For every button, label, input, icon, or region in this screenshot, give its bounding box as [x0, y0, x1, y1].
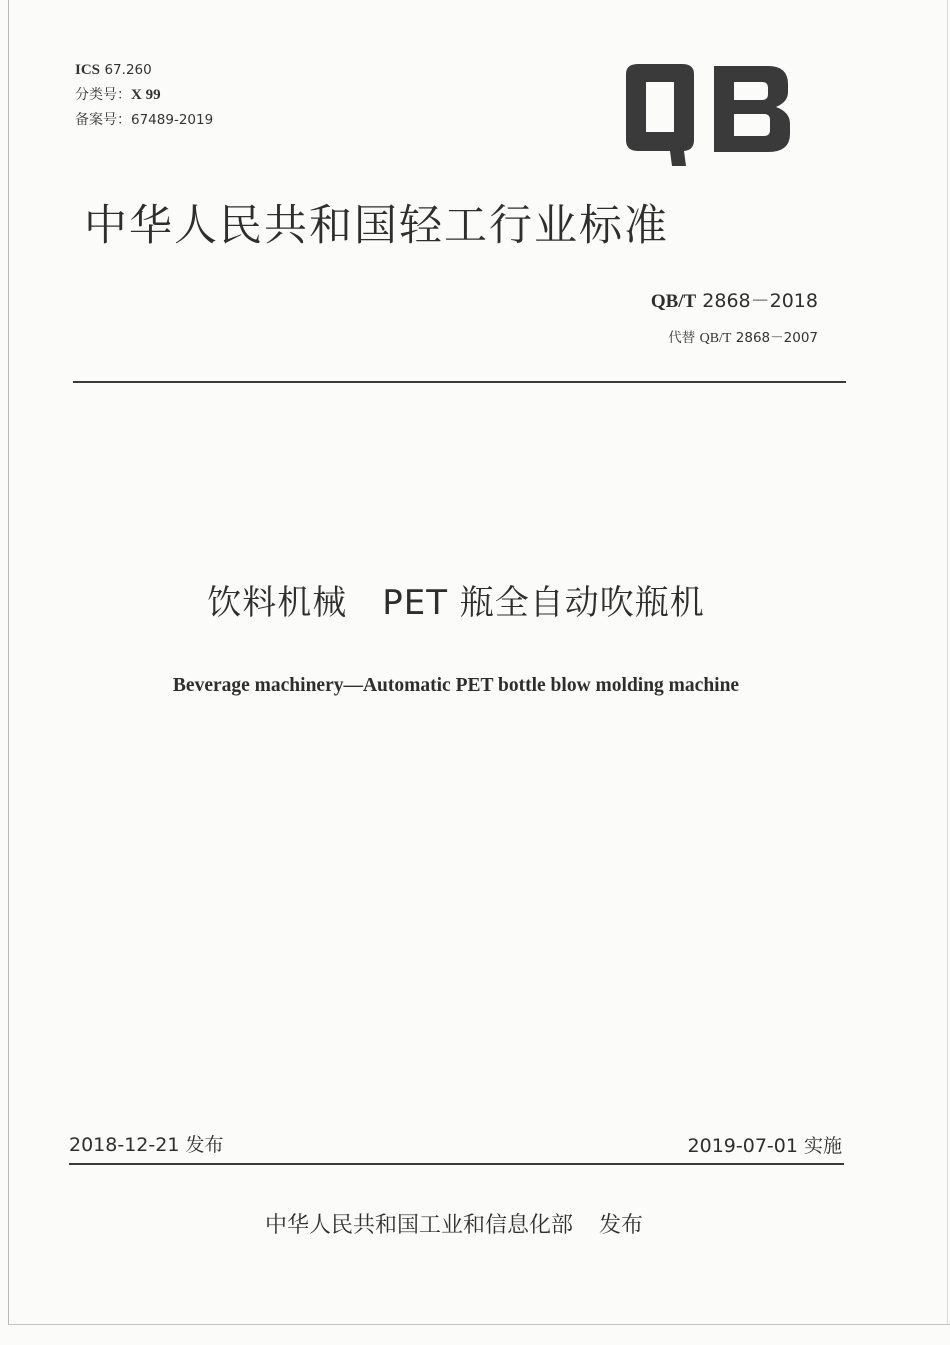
page-edge-left	[8, 0, 9, 1325]
class-label: 分类号：	[75, 87, 131, 103]
record-value: 67489-2019	[131, 112, 214, 128]
class-value: X 99	[131, 87, 161, 103]
publisher-label: 发布	[599, 1213, 644, 1238]
classification-block	[75, 58, 213, 133]
standard-title-english: Beverage machinery—Automatic PET bottle blow molding machine	[172, 675, 740, 696]
implementation-date-line	[688, 1131, 842, 1158]
standard-title-chinese: 饮料机械 PET 瓶全自动吹瓶机	[207, 583, 705, 623]
standard-number-value: 2868－2018	[702, 290, 818, 312]
record-label: 备案号：	[75, 112, 131, 128]
header-divider	[73, 381, 846, 383]
replaces-code: QB/T	[699, 331, 732, 346]
replaces-number: 2868－2007	[735, 330, 818, 346]
organization-title: 中华人民共和国轻工行业标准	[84, 201, 669, 251]
standard-code: QB/T	[650, 291, 697, 312]
replaces-prefix: 代替	[668, 330, 696, 346]
ics-line	[75, 58, 213, 83]
logo-text: QB	[616, 62, 618, 63]
issue-date: 2018-12-21	[69, 1134, 180, 1156]
issue-date-line	[69, 1130, 223, 1157]
standard-number	[651, 286, 818, 313]
qb-logo	[616, 62, 796, 174]
implementation-date: 2019-07-01	[687, 1135, 798, 1157]
footer-divider	[69, 1163, 844, 1165]
page-edge-right	[947, 0, 948, 1325]
ics-label: ICS	[75, 62, 101, 78]
implementation-label: 实施	[803, 1135, 842, 1157]
publisher-name: 中华人民共和国工业和信息化部	[264, 1213, 573, 1238]
replaces-line	[668, 326, 818, 347]
issue-label: 发布	[185, 1134, 224, 1156]
class-line	[75, 83, 213, 108]
page-edge-bottom	[8, 1324, 950, 1325]
record-line	[75, 108, 213, 133]
publisher-line	[0, 1208, 908, 1239]
ics-value: 67.260	[104, 62, 152, 78]
